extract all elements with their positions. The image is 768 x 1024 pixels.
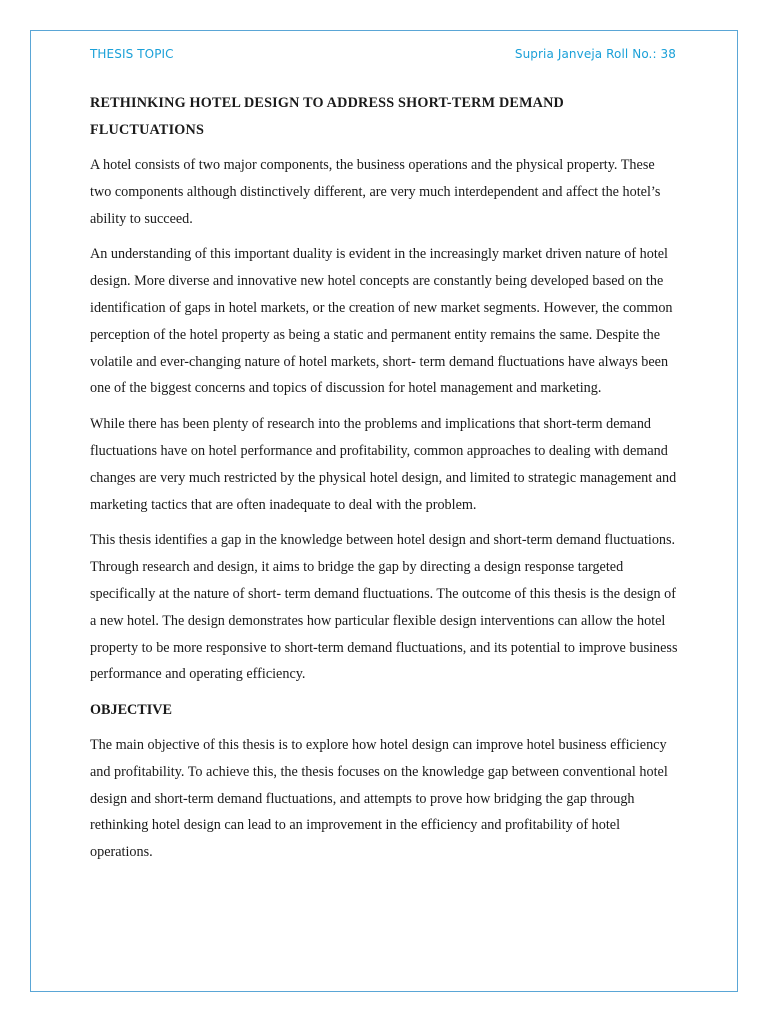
header-author-roll: Supria Janveja Roll No.: 38: [514, 47, 676, 61]
document-body: [90, 90, 678, 875]
paragraph-research: While there has been plenty of research into the problems and implications that short-term demand fluctuations have on hotel performance and profitability, common approaches to dealing with demand changes are very much restricted by the physical hotel design, and limited to strategic management and marketing tactics that are often inadequate to deal with the problem.: [90, 416, 677, 513]
paragraph-objective: The main objective of this thesis is to explore how hotel design can improve hotel business efficiency and profitability. To achieve this, the thesis focuses on the knowledge gap between conventional hotel design and short-term demand fluctuations, and attempts to prove how bridging the gap through rethinking hotel design can lead to an improvement in the efficiency and profitability of hotel operations.: [90, 736, 668, 861]
paragraph-intro: A hotel consists of two major components, the business operations and the physical property. These two components although distinctively different, are very much interdependent and affect the hotel’s ability to succeed.: [90, 157, 661, 227]
objective-heading: OBJECTIVE: [90, 702, 172, 719]
document-title: RETHINKING HOTEL DESIGN TO ADDRESS SHORT-TERM DEMAND FLUCTUATIONS: [90, 95, 564, 138]
paragraph-thesis-gap: This thesis identifies a gap in the knowledge between hotel design and short-term demand fluctuations. Through research and design, it aims to bridge the gap by directing a design response targeted specifically at the nature of short- term demand fluctuations. The outcome of this thesis is the design of a new hotel. The design demonstrates how particular flexible design interventions can allow the hotel property to be more responsive to short-term demand fluctuations, and its potential to improve business performance and operating efficiency.: [90, 532, 678, 683]
header-thesis-topic: THESIS TOPIC: [90, 47, 174, 61]
paragraph-duality: An understanding of this important duality is evident in the increasingly market driven nature of hotel design. More diverse and innovative new hotel concepts are constantly being developed based on the identification of gaps in hotel markets, or the creation of new market segments. However, the common perception of the hotel property as being a static and permanent entity remains the same. Despite the volatile and ever-changing nature of hotel markets, short- term demand fluctuations have always been one of the biggest concerns and topics of discussion for hotel management and marketing.: [90, 246, 673, 397]
